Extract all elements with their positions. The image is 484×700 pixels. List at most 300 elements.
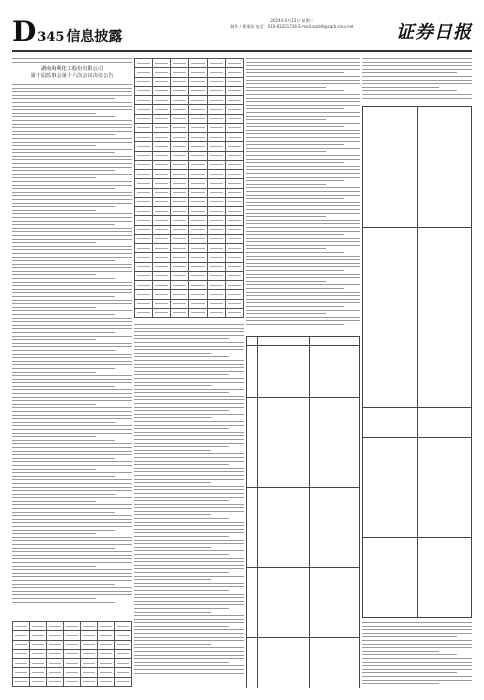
table-row: [135, 160, 244, 169]
table-cell: [225, 207, 243, 216]
text-line: [12, 267, 132, 268]
table-cell: [47, 668, 64, 677]
text-line: [362, 626, 472, 627]
table-cell: [171, 197, 189, 206]
text-line: [134, 356, 229, 357]
text-line: [246, 141, 360, 142]
text-line: [12, 314, 115, 315]
table-cell: [225, 151, 243, 160]
text-line: [12, 339, 96, 340]
table-cell: [98, 668, 115, 677]
table-cell: [115, 622, 132, 631]
text-line: [134, 536, 229, 537]
text-line: [246, 137, 360, 138]
table-cell: [171, 308, 189, 317]
table-cell: [135, 86, 153, 95]
text-line: [12, 461, 132, 462]
text-line: [362, 651, 439, 652]
text-line: [12, 102, 132, 103]
text-line: [12, 479, 132, 480]
text-line: [362, 662, 472, 663]
text-line: [12, 364, 132, 365]
text-line: [246, 187, 360, 188]
table-cell: [189, 77, 207, 86]
text-line: [362, 62, 472, 63]
text-line: [134, 378, 244, 379]
text-line: [134, 644, 211, 645]
table-cell: [189, 299, 207, 308]
text-line: [12, 368, 115, 369]
text-line: [134, 590, 229, 591]
text-line: [12, 454, 132, 455]
text-line: [12, 379, 132, 380]
text-line: [12, 443, 132, 444]
text-line: [12, 580, 132, 581]
table-cell: [30, 640, 47, 649]
text-line: [246, 317, 360, 318]
text-line: [12, 573, 132, 574]
table-row: [13, 659, 132, 668]
text-line: [12, 116, 115, 117]
text-line: [12, 289, 132, 290]
text-line: [246, 98, 360, 99]
table-cell: [171, 281, 189, 290]
text-line: [12, 386, 115, 387]
table-row: [13, 668, 132, 677]
text-line: [246, 302, 360, 303]
text-line: [134, 540, 244, 541]
table-row: [135, 59, 244, 68]
text-line: [12, 242, 96, 243]
text-line: [134, 331, 244, 332]
text-line: [246, 148, 360, 149]
text-line: [134, 453, 244, 454]
text-line: [12, 544, 132, 545]
text-line: [12, 389, 132, 390]
table-cell: [135, 234, 153, 243]
text-line: [246, 169, 360, 170]
text-line: [12, 257, 132, 258]
table-cell: [171, 68, 189, 77]
text-line: [134, 486, 244, 487]
table-cell: [135, 197, 153, 206]
table-row: [135, 133, 244, 142]
table-row: [135, 253, 244, 262]
text-line: [134, 586, 244, 587]
dateline-date: 2024年4月23日 星期二: [270, 18, 314, 23]
text-line: [12, 350, 115, 351]
text-line: [12, 458, 115, 459]
table-cell: [225, 225, 243, 234]
text-line: [246, 90, 344, 91]
text-line: [12, 504, 132, 505]
table-cell: [207, 299, 225, 308]
text-line: [12, 246, 132, 247]
text-line: [134, 507, 244, 508]
text-line: [12, 120, 132, 121]
table-cell: [225, 244, 243, 253]
text-line: [12, 404, 96, 405]
table-row-divider: [247, 567, 359, 568]
table-cell: [30, 631, 47, 640]
table-cell: [189, 142, 207, 151]
table-row: [135, 170, 244, 179]
table-cell: [207, 234, 225, 243]
text-line: [246, 241, 360, 242]
table-cell: [189, 59, 207, 68]
text-line: [134, 399, 244, 400]
table-cell: [153, 170, 171, 179]
text-line: [12, 346, 132, 347]
table-cell: [30, 649, 47, 658]
table-cell: [225, 253, 243, 262]
text-line: [134, 461, 244, 462]
header-rule: [12, 50, 472, 52]
table-cell: [207, 151, 225, 160]
text-line: [12, 415, 132, 416]
text-line: [362, 98, 472, 99]
table-cell: [171, 96, 189, 105]
table-cell: [153, 77, 171, 86]
text-line: [134, 547, 211, 548]
text-line: [246, 248, 326, 249]
text-line: [134, 640, 244, 641]
table-row: [135, 86, 244, 95]
text-line: [246, 58, 360, 59]
text-line: [134, 626, 229, 627]
text-line: [246, 202, 360, 203]
text-line: [12, 476, 115, 477]
text-line: [246, 295, 360, 296]
text-line: [134, 349, 244, 350]
text-line: [12, 106, 132, 107]
text-line: [12, 558, 132, 559]
newspaper-logo: 证券日报: [396, 22, 472, 43]
text-line: [134, 342, 244, 343]
table-row: [135, 77, 244, 86]
text-line: [134, 558, 244, 559]
table-cell: [171, 59, 189, 68]
text-line: [12, 303, 132, 304]
text-line: [134, 629, 244, 630]
text-line: [12, 58, 132, 59]
table-cell: [153, 197, 171, 206]
table-cell: [153, 123, 171, 132]
body-text-block: [12, 84, 132, 605]
text-line: [12, 411, 132, 412]
text-line: [246, 130, 360, 131]
table-cell: [153, 281, 171, 290]
table-row: [135, 207, 244, 216]
text-line: [12, 382, 132, 383]
text-line: [134, 622, 244, 623]
text-line: [12, 336, 132, 337]
table-cell: [153, 207, 171, 216]
text-line: [134, 665, 244, 666]
text-line: [246, 198, 344, 199]
text-line: [12, 88, 132, 89]
table-cell: [225, 105, 243, 114]
table-cell: [171, 142, 189, 151]
text-line: [134, 468, 244, 469]
text-line: [12, 167, 132, 168]
text-line: [362, 676, 472, 677]
table-cell: [225, 96, 243, 105]
text-line: [246, 223, 360, 224]
body-text-block: [12, 58, 132, 65]
text-line: [246, 126, 344, 127]
table-cell: [153, 105, 171, 114]
text-line: [134, 514, 211, 515]
text-line: [12, 62, 132, 63]
table-row: [13, 677, 132, 686]
table-cell: [135, 290, 153, 299]
table-row-divider: [247, 397, 359, 398]
table-row: [135, 151, 244, 160]
text-line: [134, 612, 211, 613]
text-line: [134, 324, 244, 325]
table-cell: [189, 160, 207, 169]
text-line: [246, 116, 360, 117]
text-line: [134, 475, 244, 476]
column-1: [12, 56, 132, 688]
text-line: [134, 669, 244, 670]
text-line: [12, 127, 132, 128]
table-cell: [153, 244, 171, 253]
text-line: [246, 105, 360, 106]
text-line: [12, 602, 115, 603]
dateline-contact: 制作 / 曹秉琛 电话：010-83251716 E-mail:zqrb9@zqrb.sina.net: [230, 24, 354, 29]
table-cell: [171, 123, 189, 132]
table-cell: [171, 114, 189, 123]
text-line: [134, 525, 244, 526]
table-cell: [135, 77, 153, 86]
text-line: [134, 673, 244, 674]
table-cell: [189, 123, 207, 132]
table-cell: [189, 225, 207, 234]
table-cell: [64, 649, 81, 658]
text-line: [246, 112, 360, 113]
body-text-block: [362, 622, 472, 687]
table-cell: [189, 68, 207, 77]
page-number: 345: [37, 30, 65, 45]
text-line: [246, 76, 360, 77]
table-cell: [207, 244, 225, 253]
table-cell: [189, 96, 207, 105]
text-line: [362, 654, 457, 655]
text-line: [12, 472, 132, 473]
table-cell: [189, 170, 207, 179]
text-line: [12, 260, 115, 261]
text-line: [134, 403, 244, 404]
text-line: [134, 328, 244, 329]
table-cell: [225, 299, 243, 308]
table-cell: [81, 668, 98, 677]
table-cell: [13, 631, 30, 640]
text-line: [246, 184, 326, 185]
table-cell: [153, 216, 171, 225]
table-cell: [171, 290, 189, 299]
text-line: [134, 633, 244, 634]
text-line: [134, 367, 244, 368]
table-cell: [207, 105, 225, 114]
table-row: [135, 281, 244, 290]
table-cell: [189, 151, 207, 160]
table-cell: [225, 197, 243, 206]
table-cell: [135, 216, 153, 225]
text-line: [12, 551, 132, 552]
text-line: [12, 185, 132, 186]
table-cell: [135, 68, 153, 77]
table-cell: [207, 216, 225, 225]
table-cell: [207, 290, 225, 299]
text-line: [12, 195, 132, 196]
column-3: [246, 56, 360, 688]
table-cell: [64, 659, 81, 668]
text-line: [246, 256, 360, 257]
table-cell: [47, 631, 64, 640]
text-line: [12, 274, 96, 275]
table-cell: [171, 271, 189, 280]
text-line: [12, 253, 132, 254]
text-line: [12, 361, 132, 362]
text-line: [134, 532, 244, 533]
text-line: [246, 292, 360, 293]
table-cell: [81, 622, 98, 631]
table-cell: [153, 188, 171, 197]
text-line: [134, 500, 229, 501]
table-cell: [135, 96, 153, 105]
text-line: [12, 354, 132, 355]
table-cell: [171, 216, 189, 225]
text-line: [134, 651, 244, 652]
table-cell: [225, 68, 243, 77]
text-line: [246, 270, 344, 271]
table-cell: [207, 114, 225, 123]
table-cell: [171, 86, 189, 95]
table-row: [135, 68, 244, 77]
table-cell: [153, 225, 171, 234]
table-row: [135, 96, 244, 105]
table-cell: [47, 649, 64, 658]
text-line: [12, 206, 115, 207]
table-cell: [171, 207, 189, 216]
text-line: [12, 213, 132, 214]
table-row: [135, 262, 244, 271]
text-line: [134, 597, 244, 598]
table-cell: [30, 622, 47, 631]
text-line: [246, 191, 360, 192]
dateline: [192, 18, 392, 30]
table-cell: [225, 290, 243, 299]
text-line: [246, 119, 326, 120]
text-line: [134, 432, 244, 433]
table-cell: [98, 649, 115, 658]
text-line: [134, 615, 244, 616]
table-cell: [189, 271, 207, 280]
table-cell: [207, 281, 225, 290]
text-line: [134, 493, 244, 494]
text-line: [246, 234, 344, 235]
text-line: [362, 665, 472, 666]
text-line: [12, 429, 132, 430]
text-line: [362, 76, 472, 77]
text-line: [134, 371, 244, 372]
text-line: [12, 113, 96, 114]
text-line: [246, 245, 360, 246]
table-cell: [13, 640, 30, 649]
table-cell: [207, 170, 225, 179]
table-row: [13, 622, 132, 631]
table-cell: [30, 677, 47, 686]
table-cell: [30, 659, 47, 668]
table-cell: [225, 170, 243, 179]
text-line: [12, 328, 132, 329]
table-cell: [171, 244, 189, 253]
text-line: [12, 515, 132, 516]
text-line: [362, 647, 472, 648]
text-line: [134, 489, 244, 490]
text-line: [246, 252, 344, 253]
text-line: [246, 133, 360, 134]
text-line: [12, 91, 132, 92]
text-line: [12, 487, 132, 488]
table-cell: [225, 160, 243, 169]
text-line: [12, 433, 132, 434]
table-row: [13, 649, 132, 658]
text-line: [12, 199, 132, 200]
text-line: [134, 385, 211, 386]
text-line: [246, 94, 360, 95]
text-line: [134, 561, 244, 562]
table-row-divider: [363, 437, 471, 438]
text-line: [134, 608, 229, 609]
table-cell: [135, 170, 153, 179]
text-line: [12, 145, 96, 146]
table-row: [13, 631, 132, 640]
table-cell: [135, 299, 153, 308]
table-cell: [225, 234, 243, 243]
table-row: [135, 299, 244, 308]
text-line: [362, 58, 472, 59]
table-cell: [171, 234, 189, 243]
text-line: [246, 83, 360, 84]
table-cell: [135, 142, 153, 151]
table-cell: [171, 179, 189, 188]
text-line: [12, 321, 132, 322]
text-line: [362, 90, 457, 91]
table-cell: [225, 179, 243, 188]
text-line: [12, 109, 132, 110]
table-row: [135, 308, 244, 317]
table-cell: [98, 631, 115, 640]
table-cell: [189, 290, 207, 299]
table-cell: [135, 271, 153, 280]
text-line: [12, 84, 132, 85]
text-line: [12, 98, 115, 99]
table-cell: [225, 114, 243, 123]
text-line: [362, 658, 472, 659]
table-cell: [207, 262, 225, 271]
text-line: [12, 149, 132, 150]
table-cell: [135, 281, 153, 290]
text-line: [12, 440, 115, 441]
table-cell: [135, 123, 153, 132]
text-line: [246, 284, 360, 285]
text-line: [246, 177, 360, 178]
text-line: [134, 565, 244, 566]
text-line: [134, 425, 244, 426]
